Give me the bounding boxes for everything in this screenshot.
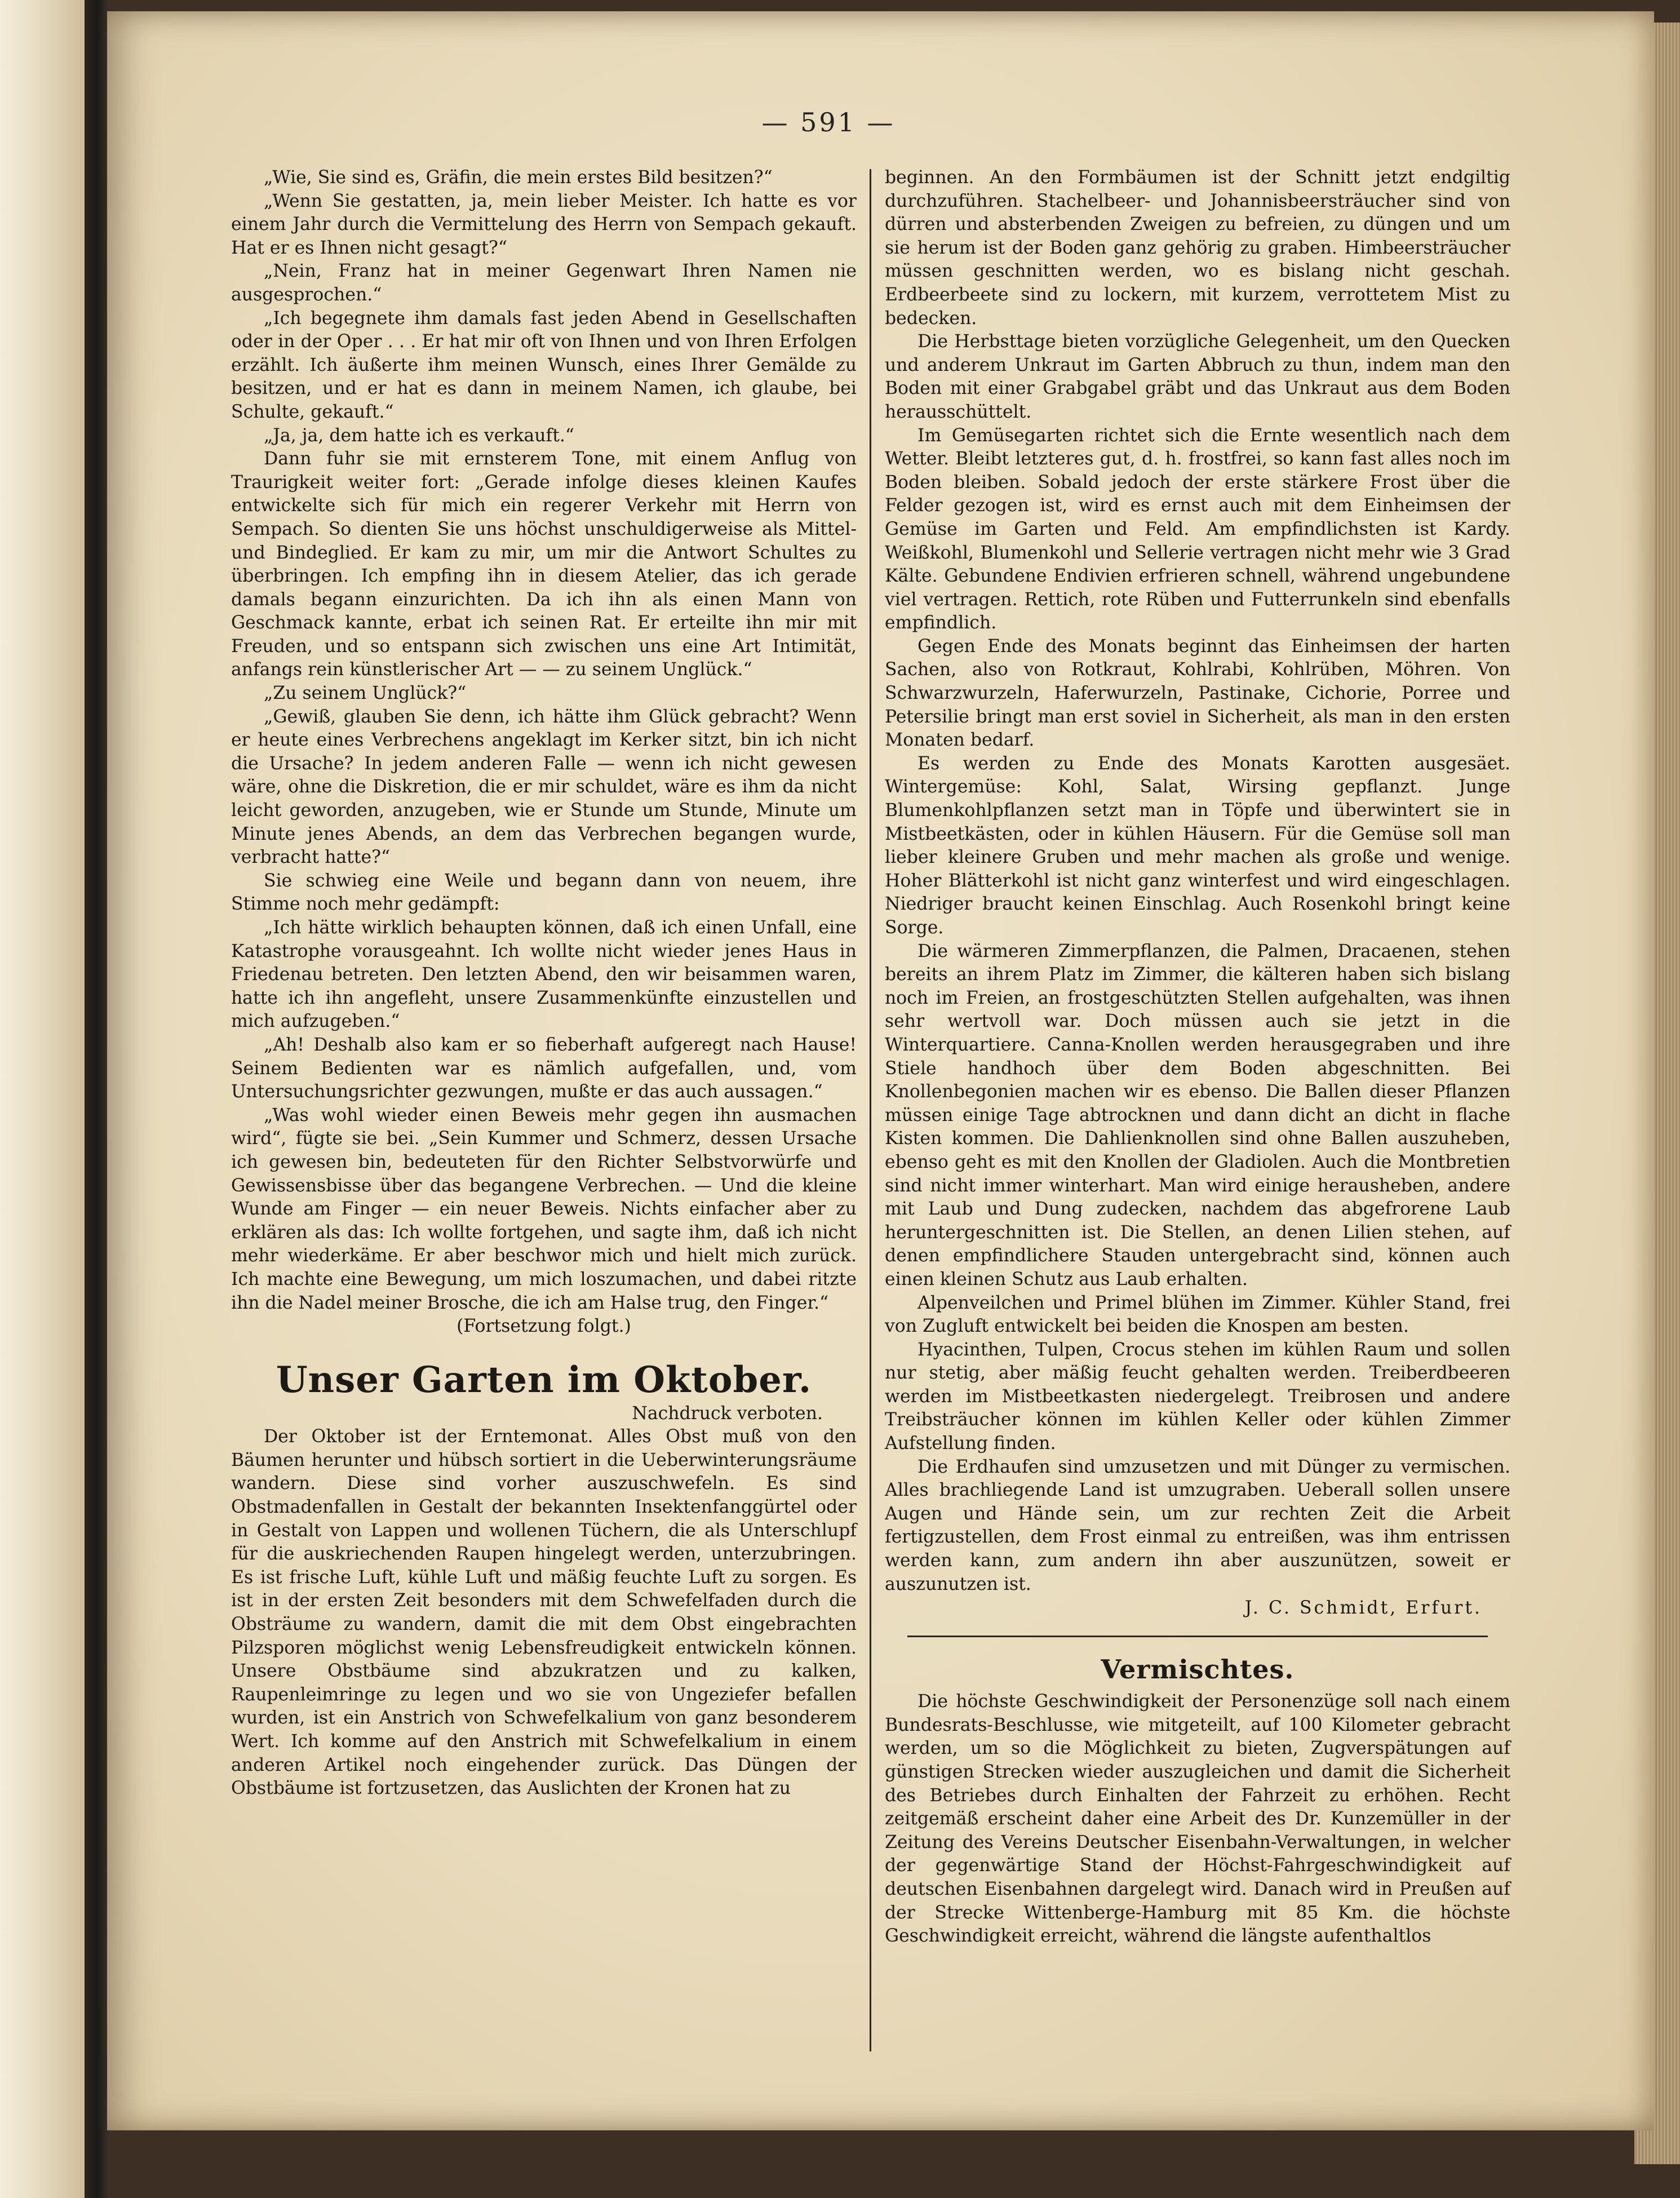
section-divider [907,1636,1488,1637]
paragraph: Hyacinthen, Tulpen, Crocus stehen im kühlen Raum und sollen nur stetig, aber mäßig feucht gehalten werden. Treiberdbeeren werden im Mistbeetkasten niedergelegt. Treibrosen und andere Treibsträucher können im kühlen Keller oder kühlen Zimmer Aufstellung finden. [885,1339,1510,1454]
paragraph: „Was wohl wieder einen Beweis mehr gegen ihn ausmachen wird“, fügte sie bei. „Sein Kummer und Schmerz, dessen Ursache ich gewesen bin, bedeuteten für den Richter Selbstvorwürfe und Gewissensbisse über das begangene Verbrechen. — Und die kleine Wunde am Finger — ein neuer Beweis. Nichts einfacher aber zu erklären als das: Ich wollte fortgehen, und sagte ihm, daß ich nicht mehr wiederkäme. Er aber beschwor mich und hielt mich zurück. Ich machte eine Bewegung, um mich loszumachen, und dabei ritzte ihn die Nadel meiner Brosche, die ich am Halse trug, den Finger.“ [231,1105,857,1313]
paragraph: Die höchste Geschwindigkeit der Personenzüge soll nach einem Bundesrats-Beschlusse, wie mitgeteilt, auf 100 Kilometer gebracht werden, um so die Möglichkeit zu bieten, Zugverspätungen auf günstigen Strecken wieder auszugleichen und damit die Sicherheit des Betriebes durch Einhalten der Fahrzeit zu erhöhen. Recht zeitgemäß erscheint daher eine Arbeit des Dr. Kunzemüller in der Zeitung des Vereins Deutscher Eisenbahn-Verwaltungen, in welcher der gegenwärtige Stand der Höchst-Fahrgeschwindigkeit auf deutschen Eisenbahnen dargelegt wird. Danach wird in Preußen auf der Strecke Wittenberge-Hamburg mit 85 Km. die höchste Geschwindigkeit erreicht, während die längste aufenthaltlos [885,1691,1510,1947]
author-signature: J. C. Schmidt, Erfurt. [1244,1598,1482,1619]
paragraph: Der Oktober ist der Erntemonat. Alles Obst muß von den Bäumen herunter und hübsch sortiert in die Ueberwinterungsräume wandern. Diese sind vorher auszuschwefeln. Es sind Obstmadenfallen in Gestalt der bekannten Insektenfanggürtel oder in Gestalt von Lappen und wollenen Tüchern, die als Unterschlupf für die auskriechenden Raupen hingelegt werden, unterzubringen. Es ist frische Luft, kühle Luft und mäßig feuchte Luft zu sorgen. Es ist in der ersten Zeit besonders mit dem Schwefelfaden durch die Obsträume zu wandern, damit die mit dem Obst eingebrachten Pilzsporen möglichst wenig Lebensfreudigkeit entwickeln können. Unsere Obstbäume sind abzukratzen und zu kalken, Raupenleimringe zu legen und wo sie von Ungeziefer befallen wurden, ist ein Anstrich von Schwefelkalium von ganz besonderem Wert. Ich komme auf den Anstrich mit Schwefelkalium in einem anderen Artikel noch eingehender zurück. Das Düngen der Obstbäume ist fortzusetzen, das Auslichten der Kronen hat zu [231,1426,857,1799]
paragraph: „Ah! Deshalb also kam er so fieberhaft aufgeregt nach Hause! Seinem Bedienten war es nämlich aufgefallen, und, vom Untersuchungsrichter gezwungen, mußte er das auch aussagen.“ [231,1034,857,1102]
article-title: Unser Garten im Oktober. [276,1358,812,1401]
paragraph: Gegen Ende des Monats beginnt das Einheimsen der harten Sachen, also von Rotkraut, Kohlrabi, Kohlrüben, Möhren. Von Schwarzwurzeln, Haferwurzeln, Pastinake, Cichorie, Porree und Petersilie bringt man erst soviel in Sicherheit, als man in den ersten Monaten bedarf. [885,636,1510,751]
paragraph: „Ja, ja, dem hatte ich es verkauft.“ [264,425,574,446]
paragraph: Die Erdhaufen sind umzusetzen und mit Dünger zu vermischen. Alles brachliegende Land ist umzugraben. Ueberall sollen unsere Augen und Hände sein, um zur rechten Zeit die Arbeit fertigzustellen, dem Frost einmal zu entreißen, was ihm entrissen werden kann, zum andern ihn aber auszunützen, soweit er auszunutzen ist. [885,1456,1510,1594]
paragraph: „Wie, Sie sind es, Gräfin, die mein erstes Bild besitzen?“ [264,167,773,188]
paragraph: „Zu seinem Unglück?“ [264,683,467,704]
paragraph: Alpenveilchen und Primel blühen im Zimmer. Kühler Stand, frei von Zugluft entwickelt bei beiden die Knospen am besten. [885,1292,1510,1337]
facing-page-edge [0,0,85,2198]
paragraph: „Nein, Franz hat in meiner Gegenwart Ihren Namen nie ausgesprochen.“ [231,261,857,305]
paragraph: Es werden zu Ende des Monats Karotten ausgesäet. Wintergemüse: Kohl, Salat, Wirsing gepflanzt. Junge Blumenkohlpflanzen setzt man in Töpfe und überwintert sie in Mistbeetkästen, oder in kühlen Häusern. Für die Gemüse soll man lieber kleinere Gruben und mehr machen als große und wenige. Hoher Blätterkohl ist nicht ganz winterfest und wird eingeschlagen. Niedriger braucht keinen Einschlag. Auch Rosenkohl bringt keine Sorge. [885,753,1510,938]
paragraph: beginnen. An den Formbäumen ist der Schnitt jetzt endgiltig durchzuführen. Stachelbeer- und Johannisbeersträucher sind von dürren und absterbenden Zweigen zu befreien, zu düngen und um sie herum ist der Boden ganz gehörig zu graben. Himbeersträucher müssen geschnitten werden, wo es bislang nicht geschah. Erdbeerbeete sind zu lockern, mit kurzem, verrottetem Mist zu bedecken. [885,167,1510,329]
paragraph: „Ich hätte wirklich behaupten können, daß ich einen Unfall, eine Katastrophe vorausgeahnt. Ich wollte nicht wieder jenes Haus in Friedenau betreten. Den letzten Abend, den wir beisammen waren, hatte ich ihn angefleht, unsere Zusammenkünfte einzustellen und mich aufzugeben.“ [231,918,857,1032]
paragraph: „Wenn Sie gestatten, ja, mein lieber Meister. Ich hatte es vor einem Jahr durch die Vermittelung des Herrn von Sempach gekauft. Hat er es Ihnen nicht gesagt?“ [231,190,857,258]
paragraph: „Ich begegnete ihm damals fast jeden Abend in Gesellschaften oder in der Oper . . . Er hat mir oft von Ihnen und von Ihren Erfolgen erzählt. Ich äußerte ihm meinen Wunsch, eines Ihrer Gemälde zu besitzen, und er hat es dann in meinem Namen, ich glaube, bei Schulte, gekauft.“ [231,308,857,422]
paragraph: Die Herbsttage bieten vorzügliche Gelegenheit, um den Quecken und anderem Unkraut im Garten Abbruch zu thun, indem man den Boden mit einer Grabgabel gräbt und das Unkraut aus dem Boden herausschüttelt. [885,331,1510,422]
paragraph: Dann fuhr sie mit ernsterem Tone, mit einem Anflug von Traurigkeit weiter fort: „Gerade infolge dieses kleinen Kaufes entwickelte sich für mich ein regerer Verkehr mit Herrn von Sempach. So dienten Sie uns höchst unschuldigerweise als Mittel- und Bindeglied. Er kam zu mir, um mir die Antwort Schultes zu überbringen. Ich empfing ihn in diesem Atelier, das ich gerade damals begann einzurichten. Da ich ihn als einen Mann von Geschmack kannte, erbat ich seinen Rat. Er erteilte ihn mir mit Freuden, und so entspann sich zwischen uns eine Art Intimität, anfangs rein künstlerischer Art — — zu seinem Unglück.“ [231,449,857,680]
paragraph: Sie schwieg eine Weile und begann dann von neuem, ihre Stimme noch mehr gedämpft: [231,870,857,915]
book-binding [85,0,110,2198]
section-title: Vermischtes. [1101,1654,1295,1685]
paragraph: Im Gemüsegarten richtet sich die Ernte wesentlich nach dem Wetter. Bleibt letzteres gut, d. h. frostfrei, so kann fast alles noch im Boden bleiben. Sobald jedoch der erste stärkere Frost über die Felder gezogen ist, wird es ernst auch mit dem Einheimsen der Gemüse im Garten und Feld. Am empfindlichsten ist Kardy. Weißkohl, Blumenkohl und Sellerie vertragen nicht mehr wie 3 Grad Kälte. Gebundene Endivien erfrieren schnell, während ungebundene viel vertragen. Rettich, rote Rüben und Futterrunkeln sind ebenfalls empfindlich. [885,425,1510,633]
paragraph: Die wärmeren Zimmerpflanzen, die Palmen, Dracaenen, stehen bereits an ihrem Platz im Zimmer, die kälteren haben sich bislang noch im Freien, an frostgeschützten Stellen aufgehalten, was ihnen sehr wertvoll war. Doch müssen auch sie jetzt in die Winterquartiere. Canna-Knollen werden herausgegraben und ihre Stiele handhoch über dem Boden abgeschnitten. Bei Knollenbegonien machen wir es ebenso. Die Ballen dieser Pflanzen müssen einige Tage abtrocknen und dann dicht an dicht in flache Kisten kommen. Die Dahlienknollen sind ohne Ballen auszuheben, ebenso geht es mit den Knollen der Gladiolen. Auch die Montbretien sind nicht immer winterhart. Man wird einige herausheben, andere mit Laub und Dung zudecken, nachdem das abgefrorene Laub heruntergeschnitten ist. Die Stellen, an denen Lilien stehen, auf denen empfindlichere Stauden untergebracht sind, können auch einen kleinen Schutz aus Laub erhalten. [885,941,1510,1289]
reprint-note: Nachdruck verboten. [632,1403,823,1424]
column-divider [870,169,871,2051]
page-number: — 591 — [761,107,896,138]
right-column [885,166,1510,1948]
paragraph: „Gewiß, glauben Sie denn, ich hätte ihm Glück gebracht? Wenn er heute eines Verbrechens angeklagt im Kerker sitzt, bin ich nicht die Ursache? In jedem anderen Falle — wenn ich nicht gewesen wäre, ohne die Diskretion, die er mir schuldet, wäre es ihm da nicht leicht geworden, anzugeben, wie er Stunde um Stunde, Minute um Minute jenes Abends, an dem das Verbrechen begangen wurde, verbracht hatte?“ [231,706,857,868]
left-column [231,166,857,1801]
continuation-note: (Fortsetzung folgt.) [456,1316,631,1337]
